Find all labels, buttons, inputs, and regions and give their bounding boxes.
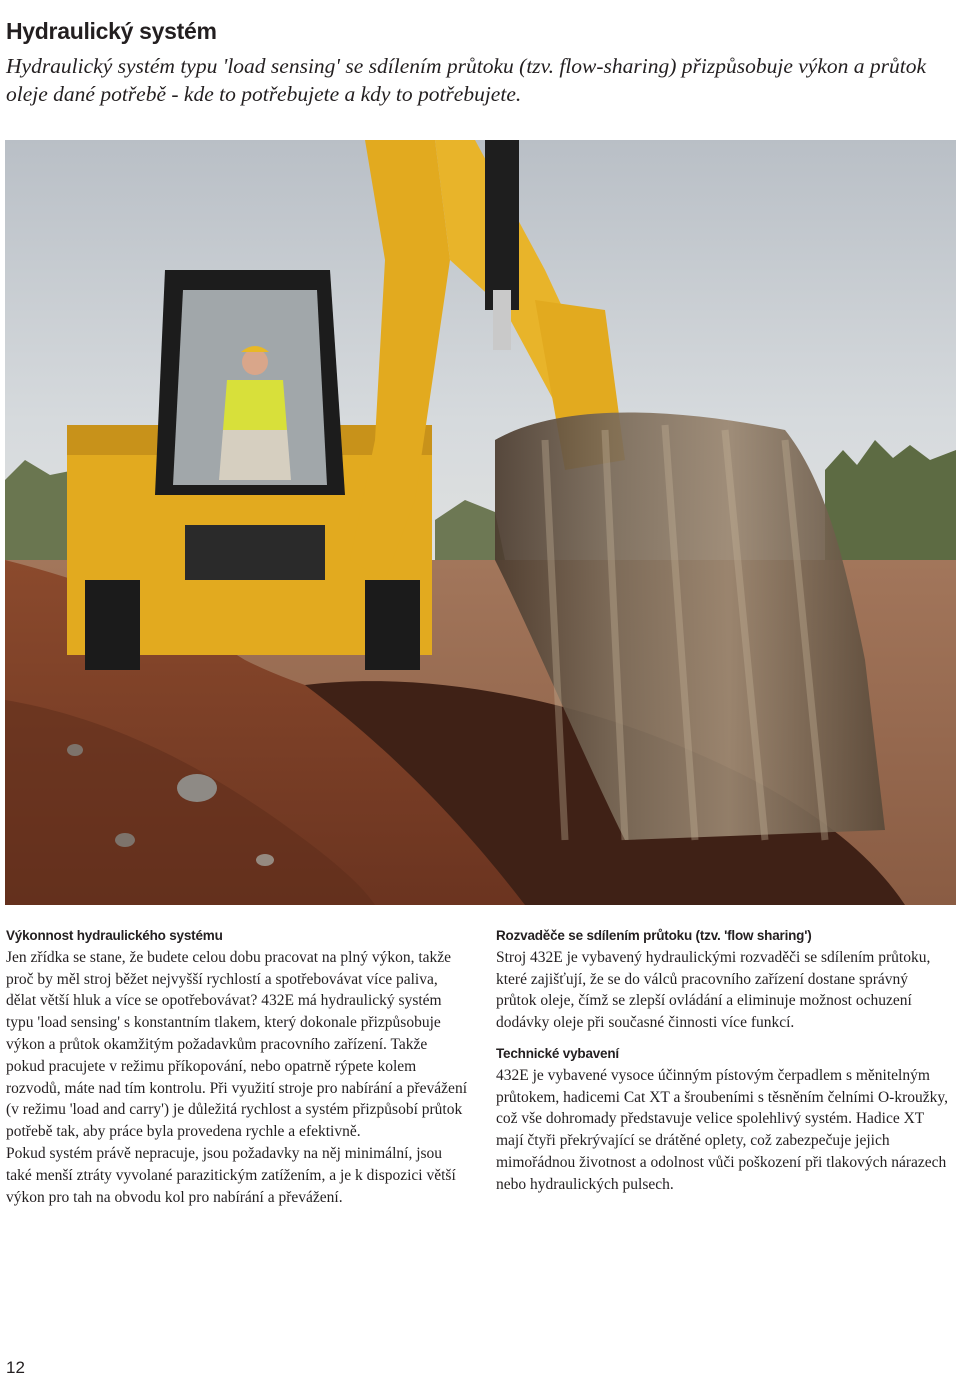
paragraph-idle-demand: Pokud systém právě nepracuje, jsou požadavky na něj minimální, jsou také menší ztráty vyvolané parazitickým zatížením, a je k dispozici větší výkon pro tah na obvodu kol pro nabírání a převážení. [6, 1144, 456, 1206]
right-column [496, 925, 951, 1196]
section-heading-flow-sharing: Rozvaděče se sdílením průtoku (tzv. 'flow sharing') [496, 928, 812, 943]
page-number: 12 [6, 1358, 25, 1377]
page-subtitle: Hydraulický systém typu 'load sensing' se sdílením průtoku (tzv. flow-sharing) přizpůsobuje výkon a průtok oleje dané potřebě - kde to potřebujete a kdy to potřebujete. [6, 54, 927, 106]
paragraph-technical-equipment: 432E je vybavené vysoce účinným pístovým čerpadlem s měnitelným průtokem, hadicemi Cat XT a šroubeními s těsněním čelními O-kroužky, což vše dohromady představuje velice spolehlivý systém. Hadice XT mají čtyři překrývající se drátěné oplety, což zabezpečuje jejich mimořádnou životnost a odolnost vůči poškození při tlakových nárazech nebo hydraulických pulsech. [496, 1066, 948, 1193]
section-heading-hydraulic-performance: Výkonnost hydraulického systému [6, 928, 223, 943]
section-heading-technical-equipment: Technické vybavení [496, 1045, 619, 1061]
backhoe-photo [5, 140, 956, 905]
paragraph-hydraulic-performance: Jen zřídka se stane, že budete celou dobu pracovat na plný výkon, takže proč by měl stroj běžet nejvyšší rychlostí a spotřebovávat více paliva, dělat větší hluk a více se opotřebovávat? 432E má hydraulický systém typu 'load sensing' s konstantním tlakem, který dokonale přizpůsobuje výkon a průtok okamžitým požadavkům pracovního zařízení. Takže pokud pracujete v režimu příkopování, nebo opatrně rýpete kolem rozvodů, máte nad tím kontrolu. Při využití stroje pro nabírání a převážení (v režimu 'load and carry') je důležitá rychlost a systém přizpůsobí průtok potřebě tak, aby práce byla provedena rychle a efektivně. [6, 948, 467, 1141]
paragraph-flow-sharing: Stroj 432E je vybavený hydraulickými rozvaděči se sdílením průtoku, které zajišťují, že se do válců pracovního zařízení dostane správný průtok oleje, čímž se zlepší ovládání a eliminuje možnost ochuzení dodávky oleje při současné činnosti více funkcí. [496, 948, 931, 1032]
page-title: Hydraulický systém [6, 18, 217, 44]
left-column [6, 925, 468, 1208]
section-gap [496, 1034, 951, 1043]
